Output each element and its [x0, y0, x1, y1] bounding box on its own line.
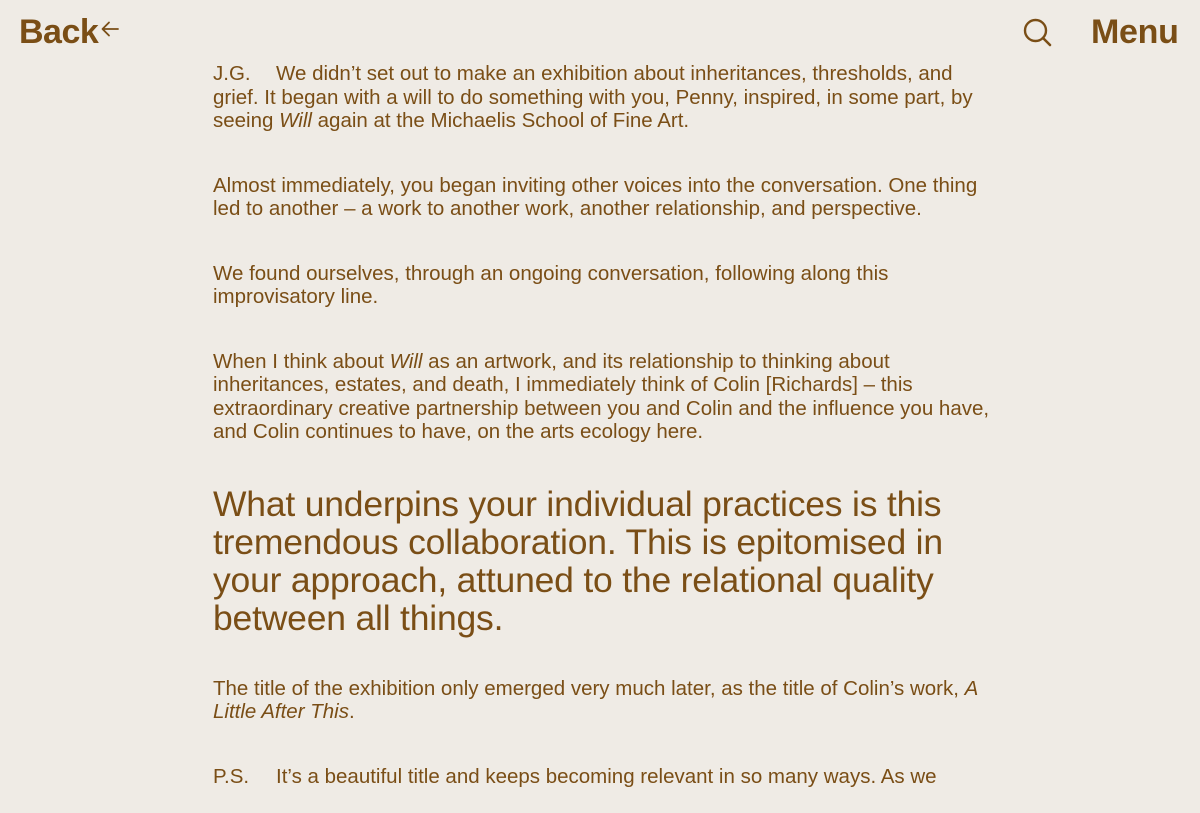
speaker-initials: P.S.	[213, 764, 250, 788]
artwork-title: A Little After This	[213, 676, 978, 723]
artwork-title: Will	[279, 109, 312, 132]
paragraph-3: We found ourselves, through an ongoing conversation, following along this improvisatory line.	[213, 261, 889, 308]
artwork-title: Will	[389, 349, 423, 373]
paragraph-2: Almost immediately, you began inviting other voices into the conversation. One thing led to another – a work to another work, another relationship, and perspective.	[213, 173, 978, 220]
menu-button[interactable]: Menu	[1091, 13, 1179, 51]
search-icon	[1021, 16, 1053, 48]
back-label: Back	[19, 13, 99, 51]
back-button[interactable]	[19, 12, 121, 52]
paragraph-text: The title of the exhibition only emerged very much later, as the title of Colin’s work,	[213, 676, 965, 700]
arrow-left-icon	[99, 18, 121, 40]
pull-quote: What underpins your individual practices is this tremendous collaboration. This is epitomised in your approach, attuned to the relational quality between all things.	[213, 483, 943, 638]
search-button[interactable]	[1021, 16, 1053, 48]
paragraph-text: .	[348, 700, 355, 723]
paragraph-1	[213, 62, 993, 133]
paragraph-text: We didn’t set out to make an exhibition about inheritances, thresholds, and grief. It began with a will to do something with you, Penny, inspired, in some part, by seeing	[213, 62, 973, 132]
paragraph-6	[213, 765, 993, 789]
paragraph-text: It’s a beautiful title and keeps becoming relevant in so many ways. As we	[276, 764, 937, 788]
article-body	[213, 62, 993, 788]
speaker-initials: J.G.	[213, 62, 251, 85]
paragraph-5	[213, 677, 993, 724]
paragraph-text: as an artwork, and its relationship to thinking about inheritances, estates, and death, I immediately think of Colin [Richards] – this extraordinary creative partnership between you and Colin and the influence you have, and Colin continues to have, on the arts ecology here.	[213, 349, 990, 443]
paragraph-text: again at the Michaelis School of Fine Art.	[311, 109, 690, 132]
paragraph-4	[213, 350, 993, 444]
paragraph-text: When I think about	[213, 349, 390, 373]
